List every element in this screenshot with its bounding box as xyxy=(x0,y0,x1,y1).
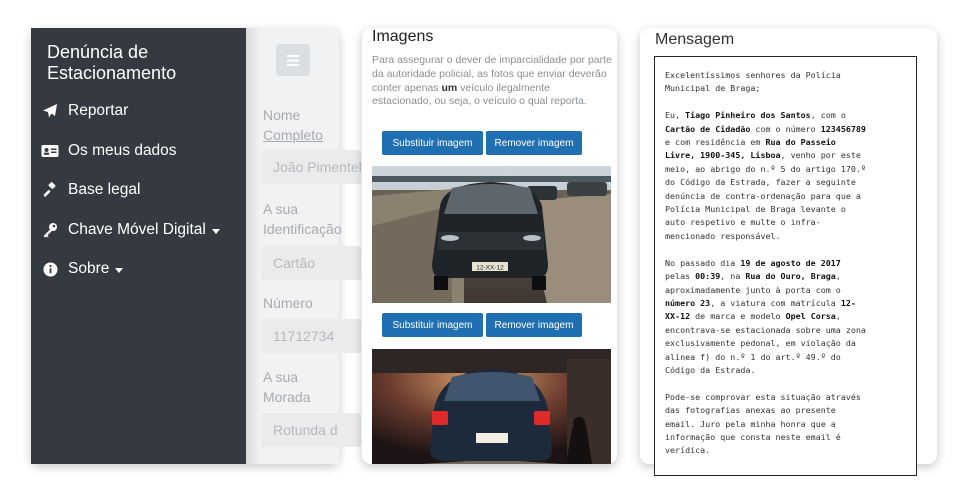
menu-item-os-meus-dados[interactable]: Os meus dados xyxy=(41,139,177,163)
menu-item-chave-movel-digital[interactable]: Chave Móvel Digital xyxy=(41,218,220,242)
key-icon xyxy=(41,221,59,239)
app-screen-images xyxy=(362,28,617,464)
menu-item-base-legal[interactable]: Base legal xyxy=(41,178,140,202)
images-instructions: Para assegurar o dever de imparcialidade por parte da autoridade policial, as fotos que enviar deverão conter apenas um veículo ilegalmente estacionado, ou seja, o veículo o qual reporta. xyxy=(372,54,612,108)
car-photo-2 xyxy=(372,349,611,464)
replace-image-button-2[interactable]: Substituir imagem xyxy=(382,313,483,337)
info-circle-icon xyxy=(41,260,59,278)
message-title: Mensagem xyxy=(655,31,735,48)
menu-toggle-button[interactable] xyxy=(276,44,310,76)
section-title: Imagens xyxy=(372,28,434,45)
name-label: Nome Completo xyxy=(263,107,323,143)
car-photo-1 xyxy=(372,166,611,303)
address-label: A sua Morada xyxy=(263,369,311,405)
gavel-icon xyxy=(41,181,59,199)
replace-image-button-1[interactable]: Substituir imagem xyxy=(382,131,483,155)
identification-label: A sua Identificação xyxy=(263,201,342,237)
app-title: Denúncia de Estacionamento xyxy=(47,42,177,83)
number-label: Número xyxy=(263,295,313,311)
hamburger-icon xyxy=(287,55,299,66)
svg-text:12-XX-12: 12-XX-12 xyxy=(476,264,504,272)
identification-select[interactable]: Cartão xyxy=(261,246,361,280)
paper-plane-icon xyxy=(41,102,59,120)
menu-item-sobre[interactable]: Sobre xyxy=(41,257,123,281)
remove-image-button-1[interactable]: Remover imagem xyxy=(486,131,582,155)
sidebar xyxy=(31,28,246,464)
caret-down-icon xyxy=(115,268,123,273)
id-card-icon xyxy=(41,142,59,160)
message-body: Excelentíssimos senhores da Polícia Municipal de Braga; Eu, Tiago Pinheiro dos Santos, com o Cartão de Cidadão com o número 123456789 e com residência em Rua do Passeio Livre, 1900-345, Lisboa, venho por este meio, ao abrigo do n.º 5 do artigo 170.º do Código da Estrada, fazer a seguinte denúncia de contra-ordenação para que a Polícia Municipal de Braga levante o auto respetivo e multe o infra- mencionado responsável. No passado dia 19 de agosto de 2017 pelas 00:39, na Rua do Ouro, Braga, aproximadamente junto à porta com o número 23, a viatura com matrícula 12- XX-12 de marca e modelo Opel Corsa, encontrava-se estacionada sobre uma zona exclusivamente pedonal, em violação da alínea f) do n.º 1 do art.º 49.º do Código da Estrada. Pode-se comprovar esta situação através das fotografias anexas ao presente email. Juro pela minha honra que a informação que consta neste email é verídica. xyxy=(665,70,866,456)
message-textarea[interactable] xyxy=(654,56,917,476)
remove-image-button-2[interactable]: Remover imagem xyxy=(486,313,582,337)
app-screen-message xyxy=(640,28,937,464)
menu-item-reportar[interactable]: Reportar xyxy=(41,99,128,123)
form-area xyxy=(246,28,362,464)
caret-down-icon xyxy=(212,229,220,234)
app-screen-menu xyxy=(31,28,362,464)
number-input[interactable]: 11712734 xyxy=(261,319,361,353)
address-input[interactable]: Rotunda d xyxy=(261,413,361,447)
name-input[interactable]: João Pimentel xyxy=(261,150,361,184)
